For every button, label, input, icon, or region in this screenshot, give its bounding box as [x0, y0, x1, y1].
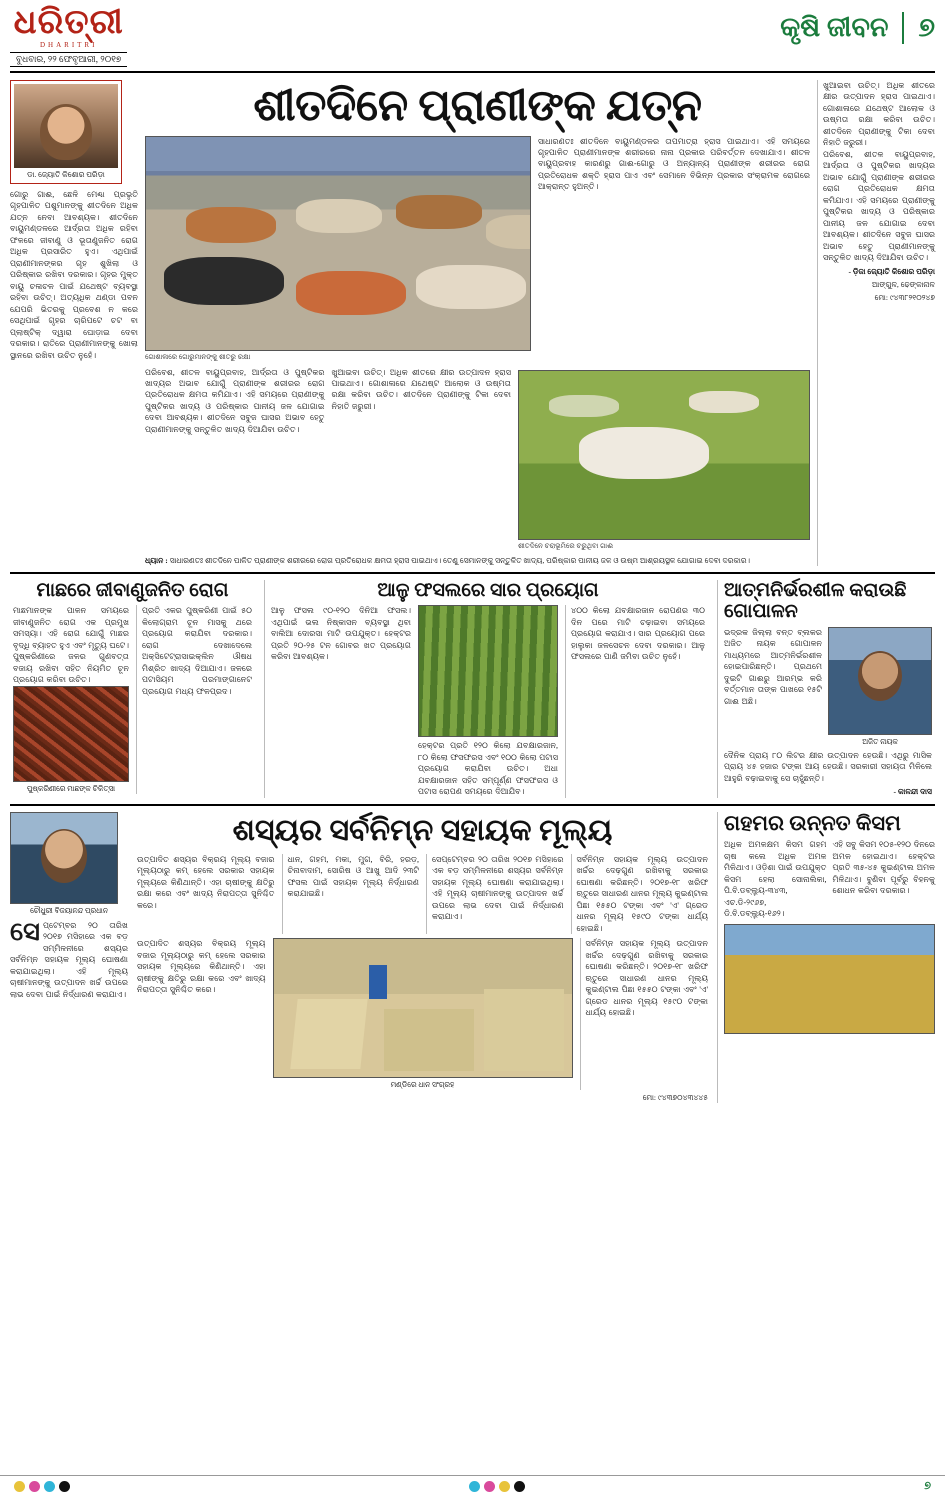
story-fish-disease [10, 580, 255, 798]
story-self-reliant-col1: ଭଦ୍ରକ ଜିଲ୍ଲା ବନ୍ତ ବ୍ଲକର ଅଜିତ ନାୟକ ଗୋପାଳନ ମାଧ୍ୟମରେ ଆତ୍ମନିର୍ଭରଶୀଳ ହୋଇପାରିଛନ୍ତି। ପ୍ରଥମେ ଦୁଇଟି ଗାଈରୁ ଆରମ୍ଭ କରି ବର୍ତ୍ତମାନ ତାଙ୍କ ପାଖରେ ୧୫ଟି ଗାଈ ଅଛି। [724, 627, 822, 706]
author-name: ଡା. ଜ୍ୟୋତି କିଶୋର ପରିଡ଼ା [27, 170, 105, 179]
story-potato-photo-col [418, 605, 558, 797]
fish-treatment-photo [13, 686, 129, 782]
story-fish-col2: ପ୍ରତି ଏକର ପୁଷ୍କରିଣୀ ପାଇଁ ୫୦ କିଲୋଗ୍ରାମ ଚୂନ ମାସକୁ ଥରେ ପ୍ରୟୋଗ କରାଯିବା ଦରକାର। ରୋଗ ଦେଖାଦେଲେ ଅକ୍ସିଟେଟ୍ରାସାଇକ୍ଲିନ ଔଷଧ ମିଶ୍ରିତ ଖାଦ୍ୟ ଦିଆଯାଏ। ଜଳରେ ପଟାସିୟମ ପରମାଙ୍ଗାନେଟ ପ୍ରୟୋଗ ମଧ୍ୟ ଫଳପ୍ରଦ। [136, 605, 252, 793]
author-photo [14, 84, 118, 168]
lead-photo-wrap-1 [145, 136, 531, 362]
msp-left-column [10, 812, 128, 1103]
lead-story [10, 73, 935, 574]
lead-right-text-extra: ପରିବେଶ, ଶୀତଳ ବାୟୁପ୍ରବାହ, ଆର୍ଦ୍ରତା ଓ ପୁଷ୍ଟିକର ଖାଦ୍ୟର ଅଭାବ ଯୋଗୁଁ ପ୍ରାଣୀଙ୍କ ଶରୀରର ରୋଗ ପ୍ରତିରୋଧକ କ୍ଷମତା କମିଯାଏ। ଏହି ସମୟରେ ପ୍ରାଣୀଙ୍କୁ ପୁଷ୍ଟିକର ଖାଦ୍ୟ ଓ ପରିଷ୍କାର ପାନୀୟ ଜଳ ଯୋଗାଇ ଦେବା ଆବଶ୍ୟକ। ଶୀତଦିନେ ସବୁଜ ଘାସର ଅଭାବ ହେତୁ ପ୍ରାଣୀମାନଙ୍କୁ ସନ୍ତୁଳିତ ଖାଦ୍ୟ ଦିଆଯିବା ଉଚିତ। [823, 149, 935, 263]
note-text: ସାଧାରଣତଃ ଶୀତଦିନେ ପାଳିତ ପ୍ରାଣୀଙ୍କ ଶରୀରରେ ରୋଗ ପ୍ରତିରୋଧକ କ୍ଷମତା ହ୍ରାସ ପାଇଥାଏ। ତେଣୁ ସେମାନଙ୍କୁ ସନ୍ତୁଳିତ ଖାଦ୍ୟ, ପରିଷ୍କାର ପାନୀୟ ଜଳ ଓ ଉଷ୍ମ ଆଶ୍ରୟସ୍ଥଳ ଯୋଗାଇ ଦେବା ଦରକାର। [169, 555, 751, 565]
lead-note [145, 556, 810, 567]
section-name: କୃଷି ଜୀବନ [780, 12, 889, 42]
msp-story [10, 806, 935, 1103]
story-potato-col2: ହେକ୍ଟର ପ୍ରତି ୧୨୦ କିଲୋ ଯବକ୍ଷାରଜାନ, ୮୦ କିଲୋ ଫସଫରସ ଏବଂ ୧୦୦ କିଲୋ ପଟାସ ପ୍ରୟୋଗ କରାଯିବା ଉଚିତ। ଅଧା ଯବକ୍ଷାରଜାନ ସହିତ ସମ୍ପୂର୍ଣ୍ଣ ଫସଫରସ ଓ ପଟାସ ରୋପଣ ସମୟରେ ଦିଆଯିବ। [418, 741, 558, 797]
lead-contact-name: - ଡ଼ିଜା ଜ୍ୟୋତି କିଶୋର ପରିଡ଼ା [848, 266, 935, 276]
lead-center-column [145, 80, 810, 566]
page-title: ଶୀତଦିନେ ପ୍ରାଣୀଙ୍କ ଯତ୍ନ [253, 81, 702, 130]
story-potato-col3: ୪୦୦ କିଲୋ ଯବକ୍ଷାରଜାନ ରୋପଣର ୩୦ ଦିନ ପରେ ମାଟି ଚଢ଼ାଇବା ସମୟରେ ପ୍ରୟୋଗ କରାଯାଏ। ସାର ପ୍ରୟୋଗ ପରେ ହାଲୁକା ଜଳସେଚନ ଦେବା ଦରକାର। ଆଳୁ ଫସଲରେ ପାଣି ଜମିବା ଉଚିତ ନୁହେଁ। [565, 605, 705, 797]
author-box [10, 80, 122, 184]
lead-left-column [10, 80, 138, 566]
msp-col5: ସର୍ବନିମ୍ନ ସହାୟକ ମୂଲ୍ୟ ଉତ୍ପାଦନ ଖର୍ଚ୍ଚର ଦେଢ଼ଗୁଣ ରଖିବାକୁ ସରକାର ଘୋଷଣା କରିଛନ୍ତି। ୨୦୧୭-୧୮ ଖରିଫ ଋତୁରେ ସାଧାରଣ ଧାନର ମୂଲ୍ୟ କୁଇଣ୍ଟାଲ ପିଛା ୧୫୫୦ ଟଙ୍କା ଏବଂ 'ଏ' ଗ୍ରେଡ ଧାନର ମୂଲ୍ୟ ୧୫୯୦ ଟଙ୍କା ଧାର୍ଯ୍ୟ ହୋଇଛି। [571, 854, 709, 934]
color-dots-center [469, 1481, 525, 1492]
color-dot-cyan-2 [469, 1481, 480, 1492]
color-dot-yellow-2 [499, 1481, 510, 1492]
wheat-col1: ଅଧିକ ଅମଳକ୍ଷମ କିସମ ଗହମ ଚାଷ କଲେ ଅଧିକ ଅମଳ ମିଳିଥାଏ। ଓଡ଼ିଶା ପାଇଁ ଉପଯୁକ୍ତ କିସମ ହେଲା ସୋନାଲିକା, ପି.ବି.ଡବ୍ଲ୍ୟୁ-୩୪୩, ଏଚ.ଡି-୨୯୬୭, ଡି.ବି.ଡବ୍ଲ୍ୟୁ-୧୬୨। [724, 840, 827, 919]
newspaper-logo: ଧରିତ୍ରୀ [13, 4, 124, 41]
story-self-reliant-byline: - କାଳନ୍ଦୀ ଦାସ [893, 787, 932, 797]
msp-contact: ମୋ: ୯୪୩୭୦୪୩୪୪୫ [642, 1093, 708, 1103]
msp-col2: ଉତ୍ପାଦିତ ଶସ୍ୟର ବିକ୍ରୟ ମୂଲ୍ୟ ବଜାର ମୂଲ୍ୟଠାରୁ କମ୍ ହେଲେ ସରକାର ସହାୟକ ମୂଲ୍ୟରେ କିଣିଥାନ୍ତି। ଏହା ଚାଷୀଙ୍କୁ କ୍ଷତିରୁ ରକ୍ଷା କରେ ଏବଂ ଖାଦ୍ୟ ନିରାପତ୍ତା ସୁନିଶ୍ଚିତ କରେ। [137, 854, 275, 910]
note-label: ଧ୍ୟାନ : [145, 555, 168, 565]
footer-registration-bar [0, 1475, 945, 1497]
fish-photo-caption: ପୁଷ୍କରିଣୀରେ ମାଛଙ୍କ ଚିକିତ୍ସା [26, 783, 116, 793]
logo-roman-text: DHARITRI [39, 41, 98, 49]
footer-page-number: ୭ [924, 1480, 931, 1492]
grazing-cow-photo [518, 370, 810, 540]
msp-title: ଶସ୍ୟର ସର୍ବନିମ୍ନ ସହାୟକ ମୂଲ୍ୟ [232, 813, 613, 847]
story-fish-title: ମାଛରେ ଜୀବାଣୁଜନିତ ରୋଗ [36, 580, 229, 602]
story-self-reliant-title: ଆତ୍ମନିର୍ଭରଶୀଳ କରାଉଛି ଗୋପାଳନ [724, 580, 907, 623]
msp-col1: ସେପ୍ଟେମ୍ବର ୨୦ ତାରିଖ ୨୦୧୭ ମସିହାରେ ଏକ ବଡ଼ ସମ୍ମିଳନୀରେ ଶସ୍ୟର ସର୍ବନିମ୍ନ ସହାୟକ ମୂଲ୍ୟ ଘୋଷଣା କରାଯାଇଥିଲା। ଏହି ମୂଲ୍ୟ ଚାଷୀମାନଙ୍କୁ ଉତ୍ପାଦନ ଖର୍ଚ୍ଚ ଉପରେ ଲାଭ ଦେବା ପାଇଁ ନିର୍ଦ୍ଧାରଣ କରାଯାଏ। [10, 916, 128, 999]
msp-col4: ସେପ୍ଟେମ୍ବର ୨୦ ତାରିଖ ୨୦୧୭ ମସିହାରେ ଏକ ବଡ଼ ସମ୍ମିଳନୀରେ ଶସ୍ୟର ସର୍ବନିମ୍ନ ସହାୟକ ମୂଲ୍ୟ ଘୋଷଣା କରାଯାଇଥିଲା। ଏହି ମୂଲ୍ୟ ଚାଷୀମାନଙ୍କୁ ଉତ୍ପାଦନ ଖର୍ଚ୍ଚ ଉପରେ ଲାଭ ଦେବା ପାଇଁ ନିର୍ଦ୍ଧାରଣ କରାଯାଏ। [426, 854, 564, 934]
msp-photo-wrap [273, 938, 573, 1090]
farmer-name: ଅଜିତ ନାୟକ [862, 736, 898, 746]
color-dot-cyan [44, 1481, 55, 1492]
msp-col7: ସର୍ବନିମ୍ନ ସହାୟକ ମୂଲ୍ୟ ଉତ୍ପାଦନ ଖର୍ଚ୍ଚର ଦେଢ଼ଗୁଣ ରଖିବାକୁ ସରକାର ଘୋଷଣା କରିଛନ୍ତି। ୨୦୧୭-୧୮ ଖରିଫ ଋତୁରେ ସାଧାରଣ ଧାନର ମୂଲ୍ୟ କୁଇଣ୍ଟାଲ ପିଛା ୧୫୫୦ ଟଙ୍କା ଏବଂ 'ଏ' ଗ୍ରେଡ ଧାନର ମୂଲ୍ୟ ୧୫୯୦ ଟଙ୍କା ଧାର୍ଯ୍ୟ ହୋଇଛି। [580, 938, 709, 1090]
wheat-col2: ଏହି ସବୁ କିସମ ୧୦୫-୧୨୦ ଦିନରେ ଅମଳ ହୋଇଥାଏ। ହେକ୍ଟର ପ୍ରତି ୩୫-୪୫ କୁଇଣ୍ଟାଲ ଅମଳ ମିଳିଥାଏ। ବୁଣିବା ପୂର୍ବରୁ ବିହନକୁ ଶୋଧନ କରିବା ଦରକାର। [832, 840, 935, 896]
msp-col6: ଉତ୍ପାଦିତ ଶସ୍ୟର ବିକ୍ରୟ ମୂଲ୍ୟ ବଜାର ମୂଲ୍ୟଠାରୁ କମ୍ ହେଲେ ସରକାର ସହାୟକ ମୂଲ୍ୟରେ କିଣିଥାନ୍ତି। ଏହା ଚାଷୀଙ୍କୁ କ୍ଷତିରୁ ରକ୍ଷା କରେ ଏବଂ ଖାଦ୍ୟ ନିରାପତ୍ତା ସୁନିଶ୍ଚିତ କରେ। [137, 939, 266, 995]
logo-block [10, 6, 127, 67]
lead-photo-caption-2: ଶୀତଦିନେ ଚରାଭୂମିରେ ଚରୁଥିବା ଗାଈ [518, 541, 614, 550]
story-potato-fertiliser [264, 580, 708, 798]
farmer-portrait-photo [828, 627, 932, 735]
color-dot-yellow [14, 1481, 25, 1492]
wheat-field-photo [724, 924, 935, 1034]
color-dot-black [59, 1481, 70, 1492]
story-fish-col1: ମାଛମାନଙ୍କ ପାଳନ ସମୟରେ ଜୀବାଣୁଜନିତ ରୋଗ ଏକ ପ୍ରମୁଖ ସମସ୍ୟା। ଏହି ରୋଗ ଯୋଗୁଁ ମାଛର ବୃଦ୍ଧି ବ୍ୟାହତ ହୁଏ ଏବଂ ମୃତ୍ୟୁ ଘଟେ। ପୁଷ୍କରିଣୀରେ ଜଳର ଗୁଣବତ୍ତା ବଜାୟ ରଖିବା ସହିତ ନିୟମିତ ଚୂନ ପ୍ରୟୋଗ କରିବା ଉଚିତ। [13, 606, 129, 685]
masthead [10, 6, 935, 73]
msp-main-column [137, 812, 708, 1103]
lead-body-mid: ପରିବେଶ, ଶୀତଳ ବାୟୁପ୍ରବାହ, ଆର୍ଦ୍ରତା ଓ ପୁଷ୍ଟିକର ଖାଦ୍ୟର ଅଭାବ ଯୋଗୁଁ ପ୍ରାଣୀଙ୍କ ଶରୀରର ରୋଗ ପ୍ରତିରୋଧକ କ୍ଷମତା କମିଯାଏ। ଏହି ସମୟରେ ପ୍ରାଣୀଙ୍କୁ ପୁଷ୍ଟିକର ଖାଦ୍ୟ ଓ ପରିଷ୍କାର ପାନୀୟ ଜଳ ଯୋଗାଇ ଦେବା ଆବଶ୍ୟକ। ଶୀତଦିନେ ସବୁଜ ଘାସର ଅଭାବ ହେତୁ ପ୍ରାଣୀମାନଙ୍କୁ ସନ୍ତୁଳିତ ଖାଦ୍ୟ ଦିଆଯିବା ଉଚିତ। [145, 367, 325, 434]
lead-contact-place: ଆଙ୍ଗୁଳ, ଢେଙ୍କାନାଳ [871, 279, 935, 289]
color-dot-magenta-2 [484, 1481, 495, 1492]
lead-body-right: ଖୁଆଇବା ଉଚିତ୍। ଅଧିକ ଶୀତରେ କ୍ଷୀର ଉତ୍ପାଦନ ହ୍ରାସ ପାଇଥାଏ। ଗୋଶାଳାରେ ଯଥେଷ୍ଟ ଆଲୋକ ଓ ଉଷ୍ମତା ରକ୍ଷା କରିବା ଉଚିତ। ଶୀତଦିନେ ପ୍ରାଣୀଙ୍କୁ ଟିକା ଦେବା ନିହାତି ଜରୁରୀ। [331, 367, 511, 411]
grain-photo-caption: ମଣ୍ଡିରେ ଧାନ ସଂଗ୍ରହ [390, 1080, 455, 1090]
secondary-stories [10, 574, 935, 806]
farmer-photo-wrap [828, 627, 932, 747]
lead-intro-wrap [538, 136, 810, 362]
color-dot-black-2 [514, 1481, 525, 1492]
lead-right-text: ଖୁଆଇବା ଉଚିତ୍। ଅଧିକ ଶୀତରେ କ୍ଷୀର ଉତ୍ପାଦନ ହ୍ରାସ ପାଇଥାଏ। ଗୋଶାଳାରେ ଯଥେଷ୍ଟ ଆଲୋକ ଓ ଉଷ୍ମତା ରକ୍ଷା କରିବା ଉଚିତ। ଶୀତଦିନେ ପ୍ରାଣୀଙ୍କୁ ଟିକା ଦେବା ନିହାତି ଜରୁରୀ। [823, 81, 935, 148]
lead-contact-phone: ମୋ: ୯୪୩୮୨୧୦୨୪୭ [874, 292, 935, 302]
story-potato-title: ଆଳୁ ଫସଲରେ ସାର ପ୍ରୟୋଗ [377, 580, 599, 602]
grain-mandi-photo [273, 938, 573, 1078]
lead-photo-wrap-2 [518, 367, 810, 551]
wheat-title: ଗହମର ଉନ୍ନତ କିସମ [724, 810, 901, 835]
color-dot-magenta [29, 1481, 40, 1492]
lead-right-column [817, 80, 935, 566]
lead-body-left: ଗୋରୁ ଗାଈ, ଛେଳି ମେଣ୍ଢା ପ୍ରଭୃତି ଗୃହପାଳିତ ପଶୁମାନଙ୍କୁ ଶୀତଦିନେ ଅଧିକ ଯତ୍ନ ନେବା ଆବଶ୍ୟକ। ଶୀତଦିନେ ବାୟୁମଣ୍ଡଳରେ ଆର୍ଦ୍ରତା ଅଧିକ ରହିବା ଫଳରେ ଜୀବାଣୁ ଓ ଭୂତାଣୁଜନିତ ରୋଗ ଅଧିକ ପ୍ରସାରିତ ହୁଏ। ଏଥିପାଇଁ ପ୍ରାଣୀମାନଙ୍କର ଗୃହ ଶୁଖିଲା ଓ ପରିଷ୍କାର ରଖିବା ଦରକାର। ଗୃହର ମୁକ୍ତ ବାୟୁ ଚଳାଚଳ ପାଇଁ ଯଥେଷ୍ଟ ବ୍ୟବସ୍ଥା ରହିବା ଉଚିତ୍। ଅତ୍ୟଧିକ ଥଣ୍ଡା ପବନ ଯେପରି ଭିତରକୁ ପ୍ରବେଶ ନ କରେ ସେଥିପାଇଁ ଗୃହର ଚାରିପଟେ ଚଟ ବା ପ୍ଲାଷ୍ଟିକ୍ ଦ୍ୱାରା ଘୋଡ଼ାଇ ଦେବା ଦରକାର। ରାତିରେ ପ୍ରାଣୀମାନଙ୍କୁ ଖୋଲା ସ୍ଥାନରେ ରଖିବା ଉଚିତ ନୁହେଁ। [10, 190, 138, 360]
wheat-variety-story [717, 812, 935, 1103]
issue-date: ବୁଧବାର, ୨୨ ଫେବୃଆରୀ, ୨୦୧୭ [10, 52, 127, 67]
story-self-reliant [717, 580, 935, 798]
story-self-reliant-col2: ଦୈନିକ ପ୍ରାୟ ୮୦ ଲିଟର କ୍ଷୀର ଉତ୍ପାଦନ ହେଉଛି। ଏଥିରୁ ମାସିକ ପ୍ରାୟ ୪୫ ହଜାର ଟଙ୍କା ଆୟ ହେଉଛି। ସରକାରୀ ସହାୟତା ମିଳିଲେ ଆହୁରି ବଢ଼ାଇବାକୁ ସେ ଚାହୁଁଛନ୍ତି। [724, 750, 932, 783]
cattle-shed-photo [145, 136, 531, 351]
lead-photo-caption-1: ଗୋଶାଳାରେ ଗୋରୁମାନଙ୍କୁ ଶୀତରୁ ରକ୍ଷା [145, 352, 251, 361]
msp-col3: ଧାନ, ଗହମ, ମକା, ମୁଗ, ବିରି, ହରଡ଼, ଚିନାବାଦାମ, ସୋରିଷ ଓ ଆଖୁ ଆଦି ୨୩ଟି ଫସଲ ପାଇଁ ସହାୟକ ମୂଲ୍ୟ ନିର୍ଦ୍ଧାରଣ କରାଯାଇଛି। [282, 854, 420, 934]
potato-field-photo [418, 605, 558, 737]
story-potato-col1: ଆଳୁ ଫସଲ ୯୦-୧୨୦ ଦିନିଆ ଫସଲ। ଏଥିପାଇଁ ଭଲ ନିଷ୍କାସନ ବ୍ୟବସ୍ଥା ଥିବା ବାଲିଆ ଦୋରସା ମାଟି ଉପଯୁକ୍ତ। ହେକ୍ଟର ପ୍ରତି ୨୦-୨୫ ଟନ ଗୋବର ଖତ ପ୍ରୟୋଗ କରିବା ଆବଶ୍ୟକ। [271, 606, 411, 662]
msp-author-photo [10, 812, 118, 904]
lead-intro-text: ସାଧାରଣତଃ ଶୀତଦିନେ ବାୟୁମଣ୍ଡଳର ତାପମାତ୍ରା ହ୍ରାସ ପାଇଥାଏ। ଏହି ସମୟରେ ଗୃହପାଳିତ ପ୍ରାଣୀମାନଙ୍କ ଶରୀରରେ ନାନା ପ୍ରକାର ପରିବର୍ତ୍ତନ ଦେଖାଯାଏ। ଶୀତଳ ବାୟୁପ୍ରବାହ କାରଣରୁ ଗାଈ-ଗୋରୁ ଓ ଅନ୍ୟାନ୍ୟ ପ୍ରାଣୀଙ୍କ ଶରୀରର ରୋଗ ପ୍ରତିରୋଧକ ଶକ୍ତି ହ୍ରାସ ପାଏ ଏବଂ ସେମାନେ ବିଭିନ୍ନ ପ୍ରକାର ସଂକ୍ରାମକ ରୋଗରେ ଆକ୍ରାନ୍ତ ହୁଅନ୍ତି। [538, 136, 810, 192]
page-number-header: ୭ [902, 12, 935, 44]
section-header [780, 6, 935, 44]
color-dots-left [14, 1481, 70, 1492]
msp-author-name: ଚୌଧୁରୀ ବିଜୟାନନ୍ଦ ପ୍ରଧାନ [30, 905, 108, 915]
